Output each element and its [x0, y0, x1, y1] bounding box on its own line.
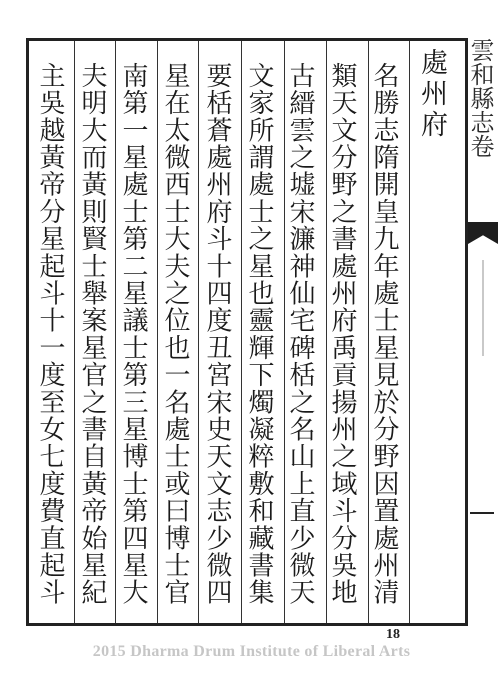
book-margin: [468, 38, 498, 626]
text-column: 類天文分野之書處州府禹貢揚州之域斗分吳地: [327, 62, 357, 606]
text-column: 名勝志隋開皇九年處士星見於分野因置處州清: [369, 62, 399, 606]
fishtail-mark: [468, 222, 498, 244]
text-column: 夫明大而黃則賢士舉案星官之書自黃帝始星紀: [77, 62, 107, 606]
text-column: 南第一星處士第二星議士第三星博士第四星大: [118, 62, 148, 606]
text-column: 文家所謂處士之星也靈輝下燭凝粹敷和藏書集: [244, 62, 274, 606]
column-rule: [157, 41, 158, 623]
column-rule: [409, 41, 410, 623]
text-column: 要栝蒼處州府斗十四度丑宮宋史天文志少微四: [202, 62, 232, 606]
text-column: 古縉雲之墟宋濂神仙宅碑栝之名山上直少微天: [285, 62, 315, 606]
text-column: 主吳越黃帝分星起斗十一度至女七度費直起斗: [35, 62, 65, 606]
margin-faint-line: [482, 260, 484, 356]
text-column: 星在太微西士大夫之位也一名處士或曰博士官: [160, 62, 190, 606]
column-rule: [198, 41, 199, 623]
margin-dash: [470, 512, 494, 514]
column-rule: [74, 41, 75, 623]
page-number: 18: [386, 627, 400, 642]
section-title: 處州府: [416, 48, 447, 141]
column-rule: [115, 41, 116, 623]
column-rule: [241, 41, 242, 623]
margin-title: 雲和縣志卷: [466, 38, 494, 158]
watermark: 2015 Dharma Drum Institute of Liberal Arts: [92, 643, 411, 660]
